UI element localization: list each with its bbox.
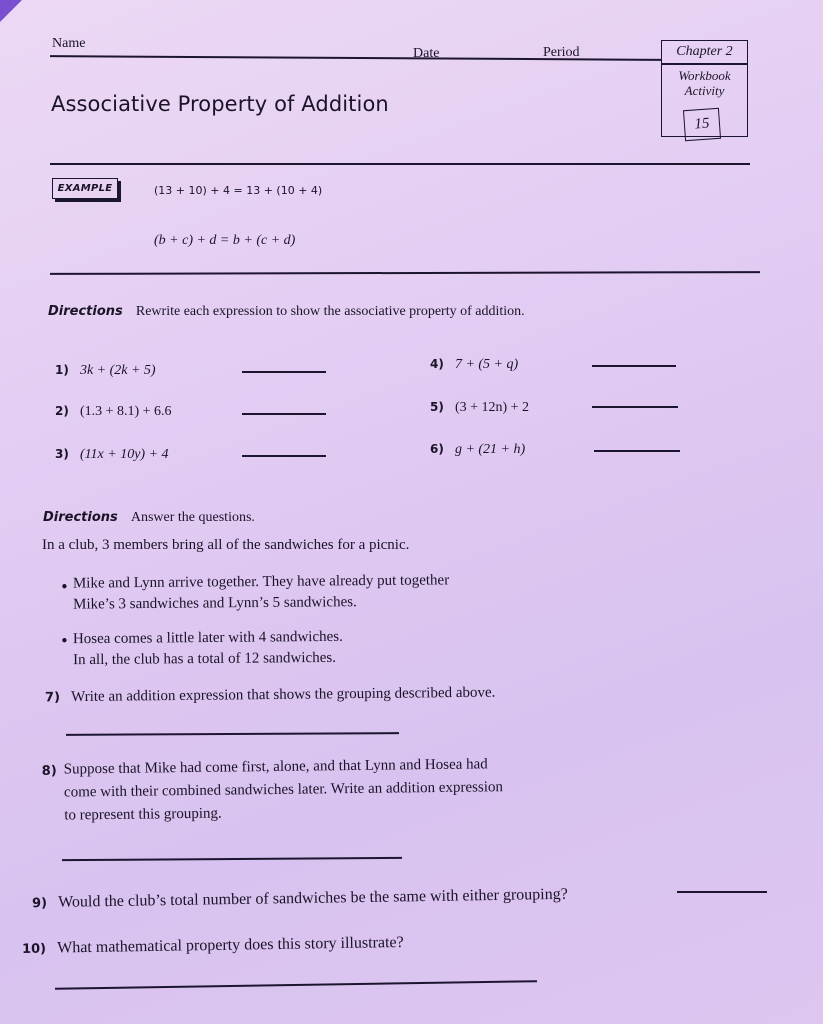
example-variables: (b + c) + d = b + (c + d) — [154, 233, 296, 248]
problem-6 — [430, 438, 525, 458]
activity-number: 15 — [683, 108, 721, 141]
bullet-icon: • — [60, 632, 69, 650]
problem-expression: (1.3 + 8.1) + 6.6 — [79, 404, 172, 419]
problem-number: 5) — [430, 400, 444, 414]
directions-label: Directions — [43, 510, 118, 525]
bullet-line: In all, the club has a total of 12 sandwiches. — [73, 649, 337, 669]
story-bullet-1 — [73, 570, 450, 615]
divider-top — [50, 163, 750, 165]
answer-blank-3[interactable] — [242, 455, 326, 457]
problem-number: 4) — [430, 357, 444, 371]
question-number: 10) — [21, 941, 47, 957]
answer-blank-8[interactable] — [62, 857, 402, 861]
problem-expression: (3 + 12n) + 2 — [454, 400, 530, 415]
directions-text: Answer the questions. — [130, 510, 255, 525]
problem-expression: g + (21 + h) — [454, 442, 526, 457]
example-tag: EXAMPLE — [52, 178, 118, 199]
question-8 — [42, 753, 504, 828]
question-7 — [45, 682, 496, 709]
problem-2 — [55, 400, 172, 420]
chapter-box — [661, 40, 748, 137]
workbook-label: Workbook — [678, 68, 731, 83]
question-number: 7) — [44, 690, 61, 706]
answer-blank-5[interactable] — [592, 406, 678, 408]
problem-number: 3) — [55, 447, 69, 461]
question-text: What mathematical property does this story illustrate? — [57, 934, 404, 957]
question-text: Would the club’s total number of sandwiches be the same with either grouping? — [57, 885, 568, 911]
date-label: Date — [413, 46, 440, 61]
problem-expression: 3k + (2k + 5) — [79, 363, 156, 378]
answer-blank-6[interactable] — [594, 450, 680, 452]
story-bullet-2 — [73, 627, 343, 671]
story-intro: In a club, 3 members bring all of the sandwiches for a picnic. — [42, 537, 410, 553]
answer-blank-10[interactable] — [55, 980, 537, 989]
question-10 — [22, 932, 404, 959]
directions-label: Directions — [48, 304, 123, 319]
question-text: to represent this grouping. — [64, 805, 222, 824]
question-text: Suppose that Mike had come first, alone, and that Lynn and Hosea had — [63, 756, 488, 778]
problem-expression: (11x + 10y) + 4 — [79, 447, 169, 462]
question-9 — [32, 884, 568, 913]
background-corner — [0, 0, 22, 22]
page-title: Associative Property of Addition — [51, 92, 389, 116]
directions-text: Rewrite each expression to show the associative property of addition. — [135, 304, 525, 319]
problem-expression: 7 + (5 + q) — [454, 357, 519, 372]
answer-blank-2[interactable] — [242, 413, 326, 415]
question-text: Write an addition expression that shows the grouping described above. — [71, 684, 496, 706]
period-label: Period — [543, 45, 580, 60]
question-number: 8) — [41, 763, 57, 779]
example-numeric: (13 + 10) + 4 = 13 + (10 + 4) — [154, 184, 323, 197]
activity-label: Activity — [684, 83, 725, 98]
answer-blank-4[interactable] — [592, 365, 676, 367]
problem-4 — [430, 353, 518, 373]
directions-1 — [48, 300, 525, 320]
name-label: Name — [52, 36, 86, 51]
answer-blank-1[interactable] — [242, 371, 326, 373]
divider-bottom — [50, 271, 760, 275]
chapter-label: Chapter 2 — [662, 41, 747, 65]
problem-3 — [55, 443, 169, 463]
directions-2 — [43, 506, 255, 526]
bullet-line: Hosea comes a little later with 4 sandwiches. — [72, 628, 343, 648]
problem-number: 1) — [55, 363, 69, 377]
answer-blank-7[interactable] — [66, 732, 399, 735]
problem-1 — [55, 359, 156, 379]
answer-blank-9[interactable] — [677, 891, 767, 893]
problem-number: 6) — [430, 442, 444, 456]
bullet-icon: • — [60, 578, 69, 596]
problem-5 — [430, 396, 529, 416]
question-number: 9) — [31, 895, 48, 912]
bullet-line: Mike and Lynn arrive together. They have already put together — [72, 572, 450, 592]
question-text: come with their combined sandwiches later. Write an addition expression — [63, 779, 504, 801]
bullet-line: Mike’s 3 sandwiches and Lynn’s 5 sandwiches. — [73, 594, 357, 613]
problem-number: 2) — [55, 404, 69, 418]
